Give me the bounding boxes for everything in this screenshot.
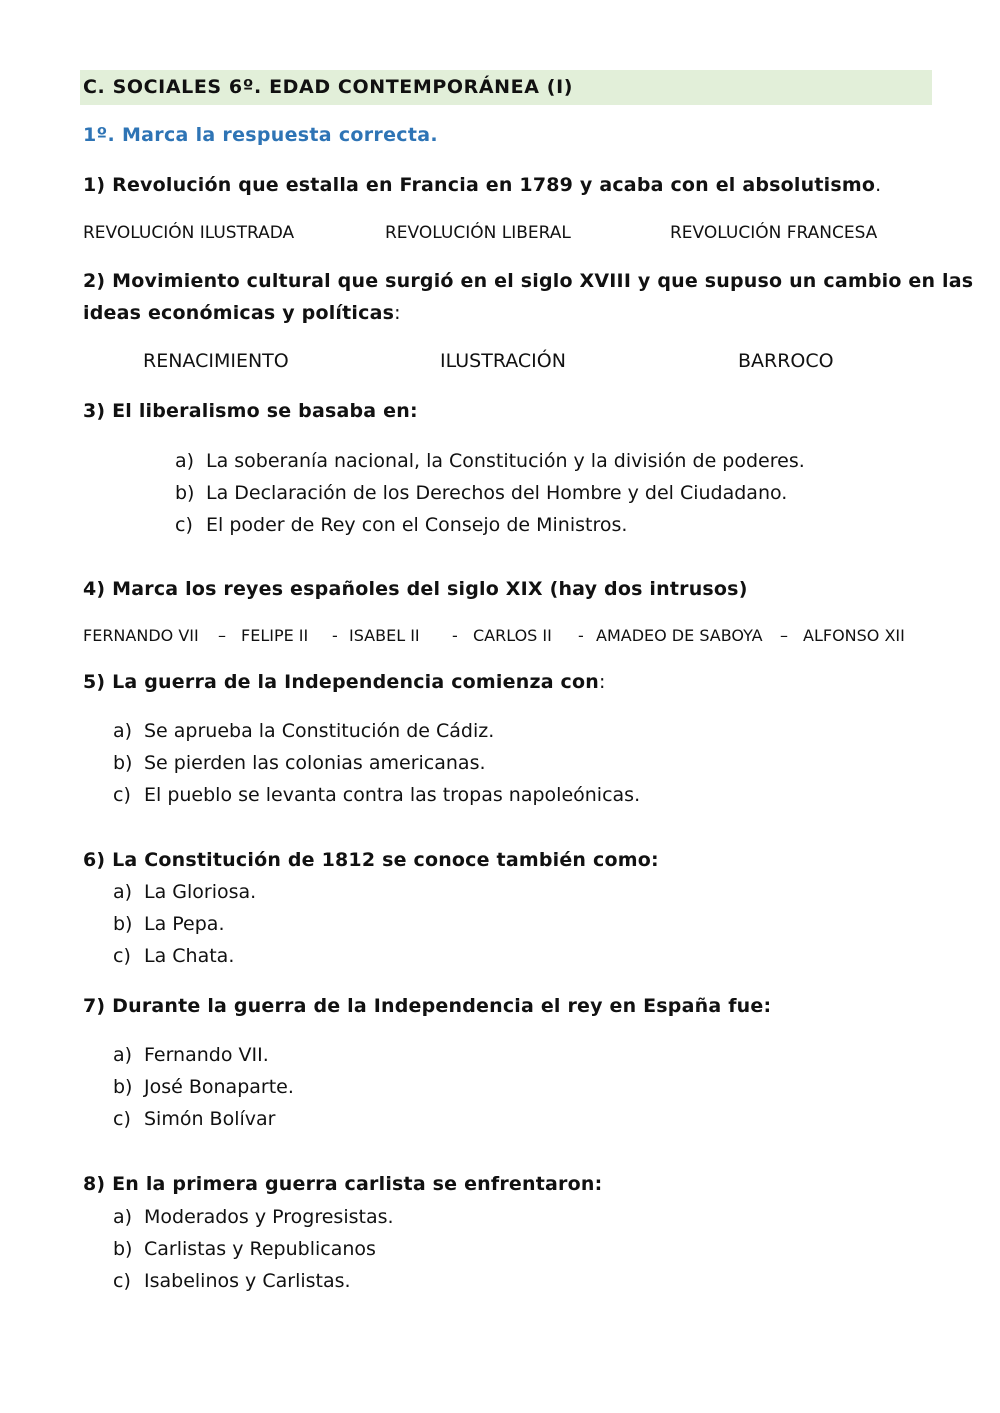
q5-option-a[interactable] [113,720,494,742]
option-label: b) [113,1238,133,1260]
option-text: Se pierden las colonias americanas. [144,752,486,774]
q7-option-c[interactable] [113,1108,275,1130]
q8-option-c[interactable] [113,1270,351,1292]
q3-option-b[interactable] [175,482,787,504]
king-amadeo-de-saboya[interactable]: AMADEO DE SABOYA [596,626,763,645]
option-label: a) [113,1044,133,1066]
q3-option-a[interactable] [175,450,805,472]
option-text: La Declaración de los Derechos del Hombre y del Ciudadano. [206,482,788,504]
kings-separator: - [578,626,584,645]
option-text: José Bonaparte. [144,1076,294,1098]
option-label: a) [175,450,195,472]
question-5 [83,671,606,693]
page-title: C. SOCIALES 6º. EDAD CONTEMPORÁNEA (I) [83,76,574,98]
option-label: a) [113,1206,133,1228]
option-label: c) [175,514,193,536]
kings-separator: – [218,626,226,645]
q8-option-b[interactable] [113,1238,376,1260]
option-text: La Pepa. [144,913,225,935]
question-7: 7) Durante la guerra de la Independencia el rey en España fue: [83,995,772,1017]
king-carlos-ii[interactable]: CARLOS II [473,626,552,645]
option-text: El pueblo se levanta contra las tropas napoleónicas. [144,784,641,806]
question-2-text: ideas económicas y políticas [83,302,395,324]
question-6: 6) La Constitución de 1812 se conoce también como: [83,849,659,871]
q3-option-c[interactable] [175,514,627,536]
kings-separator: – [780,626,788,645]
king-alfonso-xii[interactable]: ALFONSO XII [803,626,905,645]
q2-option-2[interactable]: ILUSTRACIÓN [440,350,566,372]
q5-option-c[interactable] [113,784,640,806]
q1-option-1[interactable]: REVOLUCIÓN ILUSTRADA [83,223,295,243]
q2-option-1[interactable]: RENACIMIENTO [143,350,289,372]
option-text: El poder de Rey con el Consejo de Ministros. [206,514,628,536]
option-label: c) [113,945,131,967]
option-label: c) [113,784,131,806]
question-8: 8) En la primera guerra carlista se enfrentaron: [83,1173,603,1195]
king-isabel-ii[interactable]: ISABEL II [349,626,420,645]
q1-option-2[interactable]: REVOLUCIÓN LIBERAL [385,223,571,243]
q2-option-3[interactable]: BARROCO [738,350,834,372]
q6-option-b[interactable] [113,913,224,935]
option-text: La soberanía nacional, la Constitución y la división de poderes. [206,450,805,472]
q1-option-3[interactable]: REVOLUCIÓN FRANCESA [670,223,878,243]
question-2-line-1: 2) Movimiento cultural que surgió en el siglo XVIII y que supuso un cambio en las [83,270,974,292]
option-label: b) [113,913,133,935]
king-felipe-ii[interactable]: FELIPE II [241,626,309,645]
option-label: b) [113,1076,133,1098]
option-label: b) [175,482,195,504]
question-1 [83,174,881,196]
question-2-line-2 [83,302,401,324]
option-text: Simón Bolívar [144,1108,276,1130]
q6-option-a[interactable] [113,881,256,903]
kings-separator: - [452,626,458,645]
q7-option-b[interactable] [113,1076,294,1098]
q5-option-b[interactable] [113,752,486,774]
instruction-text: 1º. Marca la respuesta correcta. [83,124,438,146]
option-text: Fernando VII. [144,1044,269,1066]
q8-option-a[interactable] [113,1206,394,1228]
option-text: La Gloriosa. [144,881,257,903]
question-1-tail: . [875,174,882,196]
kings-separator: - [332,626,338,645]
option-text: La Chata. [144,945,235,967]
king-fernando-vii[interactable]: FERNANDO VII [83,626,199,645]
option-text: Carlistas y Republicanos [144,1238,376,1260]
question-5-tail: : [599,671,606,693]
option-label: c) [113,1270,131,1292]
option-label: a) [113,881,133,903]
question-5-text: 5) La guerra de la Independencia comienza con [83,671,599,693]
question-2-tail: : [394,302,401,324]
option-label: c) [113,1108,131,1130]
option-text: Isabelinos y Carlistas. [144,1270,351,1292]
q7-option-a[interactable] [113,1044,269,1066]
option-text: Moderados y Progresistas. [144,1206,394,1228]
q6-option-c[interactable] [113,945,234,967]
question-4: 4) Marca los reyes españoles del siglo XIX (hay dos intrusos) [83,578,748,600]
question-3: 3) El liberalismo se basaba en: [83,400,418,422]
option-text: Se aprueba la Constitución de Cádiz. [144,720,495,742]
option-label: b) [113,752,133,774]
question-1-text: 1) Revolución que estalla en Francia en 1789 y acaba con el absolutismo [83,174,876,196]
option-label: a) [113,720,133,742]
